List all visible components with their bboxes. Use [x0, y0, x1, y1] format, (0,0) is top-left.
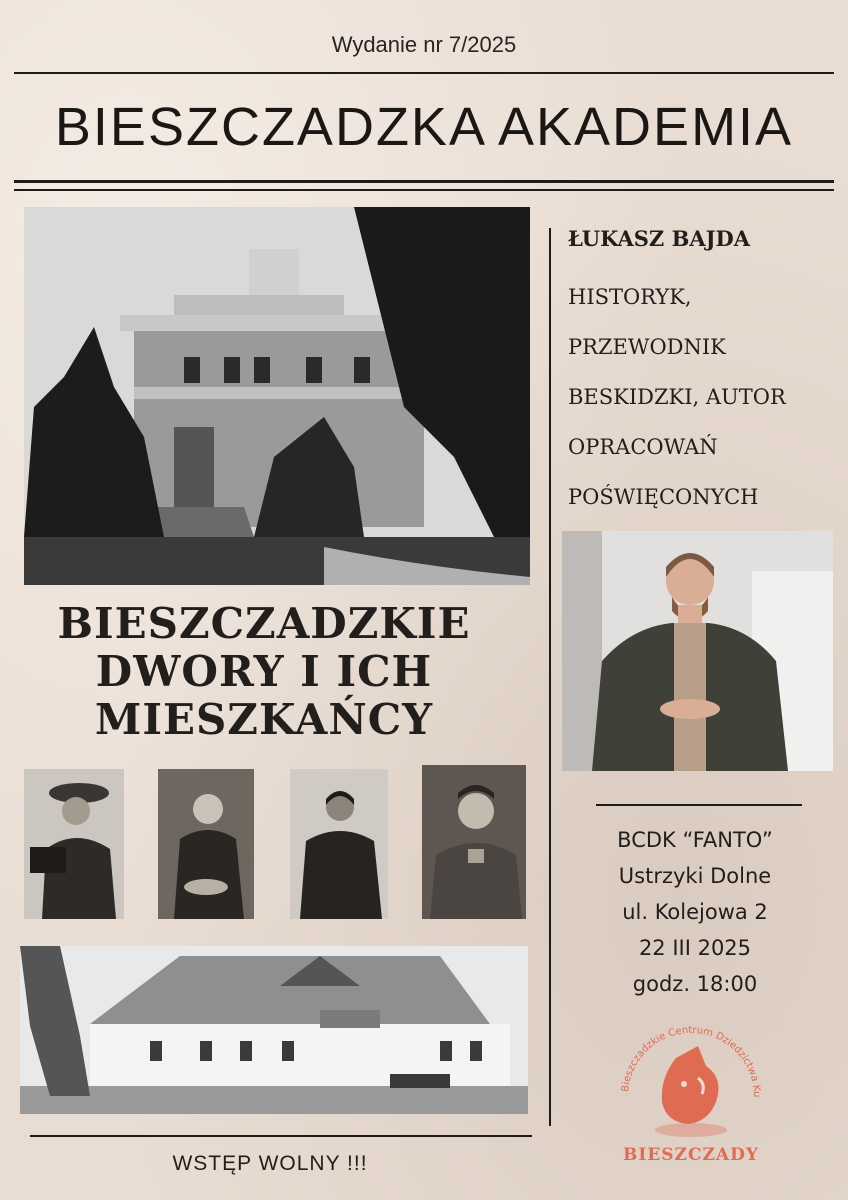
masthead-rule-2	[14, 189, 834, 191]
masthead-rule-1	[14, 180, 834, 183]
portrait-illustration	[158, 769, 254, 919]
portrait-illustration	[24, 769, 124, 919]
headline	[14, 600, 514, 744]
event-city: Ustrzyki Dolne	[618, 864, 772, 888]
top-rule	[14, 72, 834, 74]
portrait-officer	[422, 765, 526, 919]
portrait-woman-hat	[24, 769, 124, 919]
issue-number: Wydanie nr 7/2025	[331, 32, 517, 57]
column-divider	[549, 228, 551, 1126]
portrait-illustration	[290, 769, 388, 919]
portrait-woman-seated	[158, 769, 254, 919]
logo-name: BIESZCZADY	[623, 1145, 759, 1165]
speaker-bio-line: BESKIDZKI, AUTOR	[568, 385, 786, 409]
event-time: godz. 18:00	[632, 972, 758, 996]
portrait-man-coat	[290, 769, 388, 919]
event-venue: BCDK “FANTO”	[617, 828, 773, 852]
event-date: 22 III 2025	[638, 936, 752, 960]
manor-illustration	[24, 207, 530, 585]
speaker-bio-line: POŚWIĘCONYCH	[568, 485, 759, 509]
manor-house-photo	[20, 946, 528, 1114]
logo-ring-text: Bieszczadzkie Centrum Dziedzictwa Ku	[620, 1024, 763, 1098]
headline-line-2: DWORY I ICH	[95, 647, 433, 696]
event-details	[560, 822, 830, 1002]
bcdk-logo	[606, 1018, 776, 1178]
free-entry: WSTĘP WOLNY !!!	[172, 1152, 368, 1175]
bottom-rule	[30, 1135, 532, 1137]
manor-photo	[24, 207, 530, 585]
event-address: ul. Kolejowa 2	[622, 900, 768, 924]
speaker-bio-line: PRZEWODNIK	[568, 335, 726, 359]
speaker-illustration	[562, 531, 833, 771]
headline-line-3: MIESZKAŃCY	[94, 695, 434, 744]
speaker-bio-line: OPRACOWAŃ	[568, 435, 718, 459]
event-rule	[596, 804, 802, 806]
masthead-title: BIESZCZADZKA AKADEMIA	[54, 97, 794, 157]
speaker-name: ŁUKASZ BAJDA	[568, 226, 751, 251]
manor-house-illustration	[20, 946, 528, 1114]
speaker-bio-line: HISTORYK,	[568, 285, 692, 309]
logo-graphic	[606, 1018, 776, 1178]
speaker-photo	[562, 531, 833, 771]
headline-line-1: BIESZCZADZKIE	[57, 599, 471, 648]
portrait-illustration	[422, 765, 526, 919]
